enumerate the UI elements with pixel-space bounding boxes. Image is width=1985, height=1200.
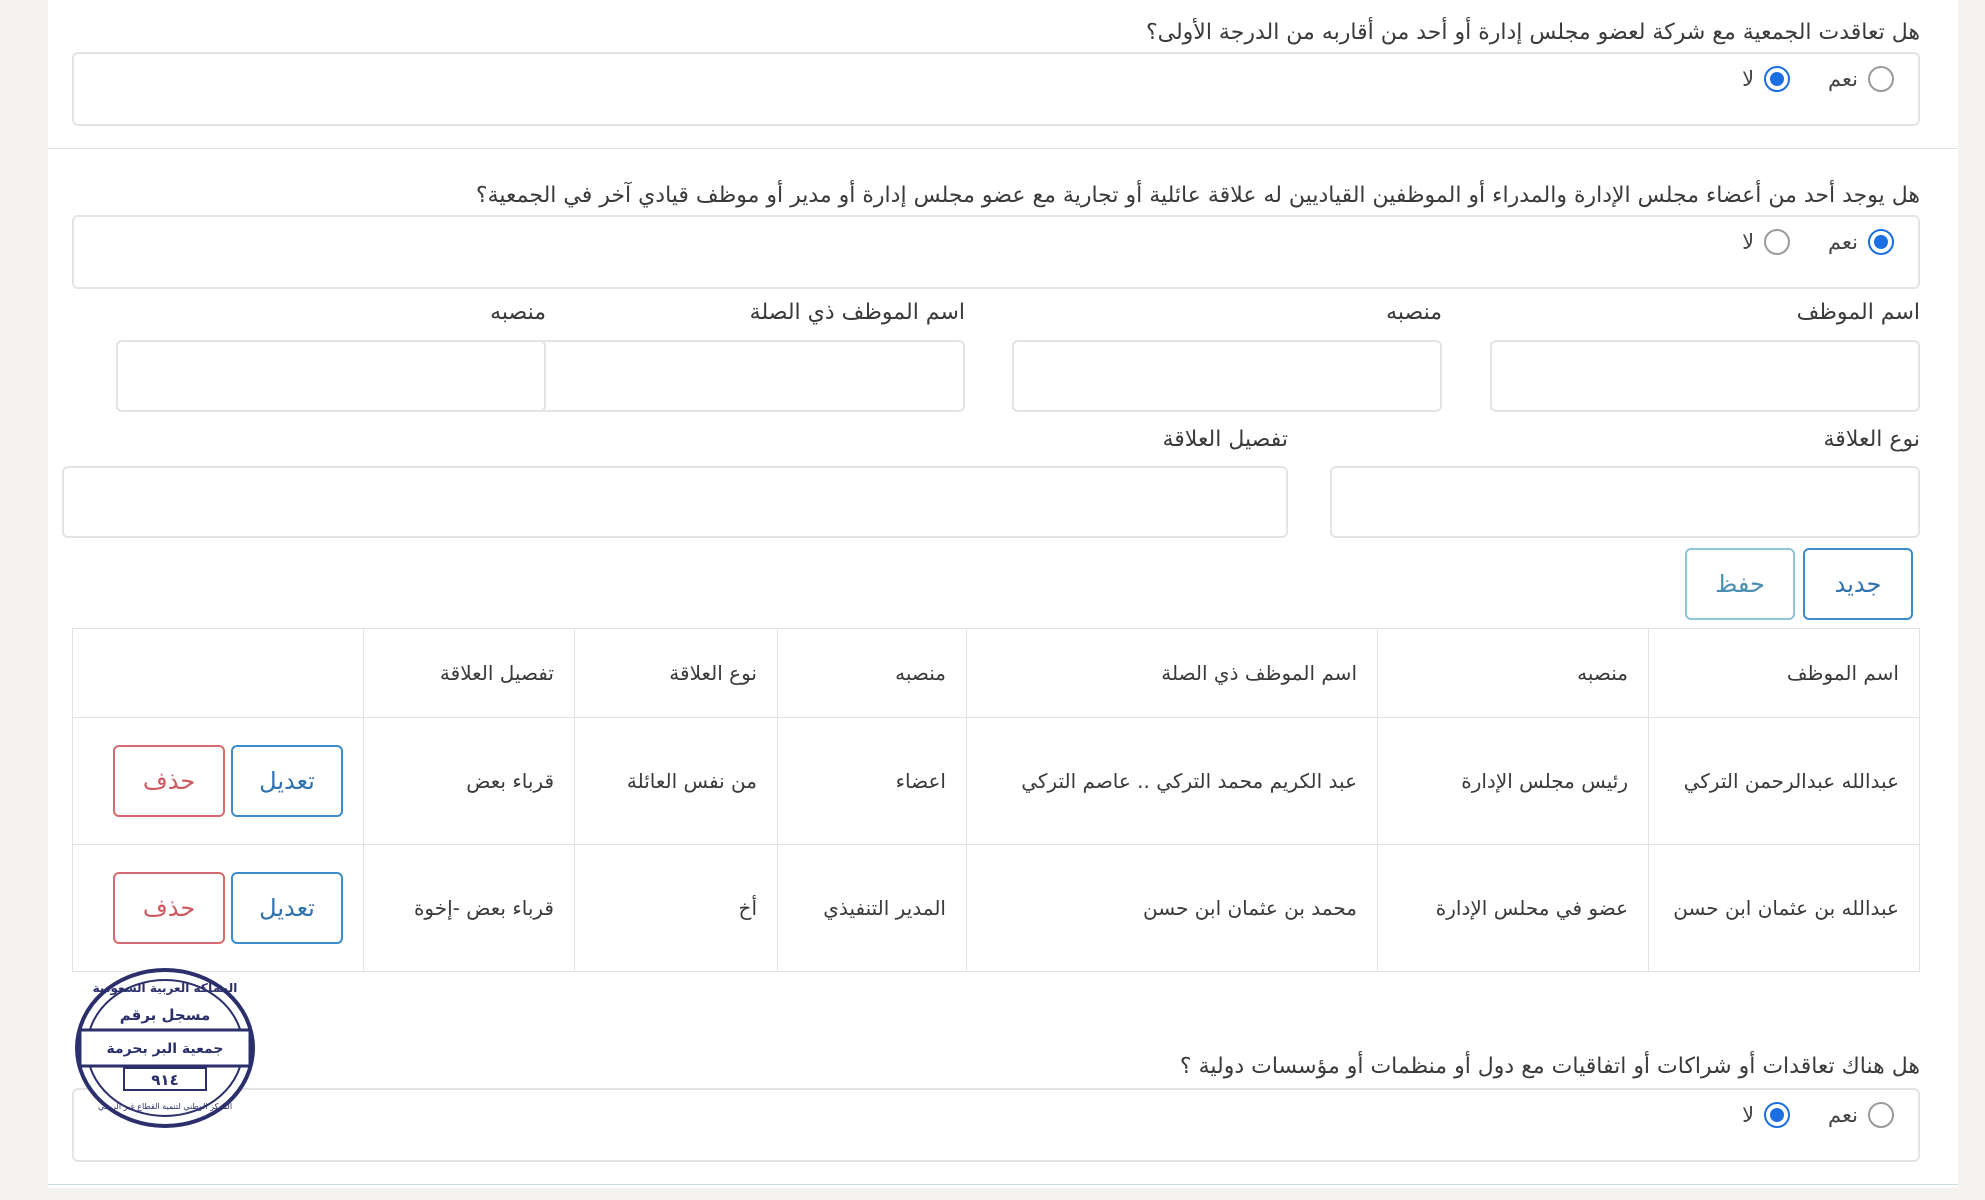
related-employee-input[interactable] xyxy=(535,340,965,412)
question-contracts-board-member: هل تعاقدت الجمعية مع شركة لعضو مجلس إدارة أو أحد من أقاربه من الدرجة الأولى؟ xyxy=(1145,20,1920,45)
form-page xyxy=(48,0,1958,1188)
stamp-number: ٩١٤ xyxy=(151,1071,179,1089)
question-3-answer-box xyxy=(72,1088,1920,1162)
edit-button[interactable]: تعديل xyxy=(231,872,343,944)
column-header-related-employee: اسم الموظف ذي الصلة xyxy=(967,629,1378,718)
table-row xyxy=(73,845,1920,972)
radio-yes-q3[interactable] xyxy=(1828,1102,1894,1128)
cell-related-employee: محمد بن عثمان ابن حسن xyxy=(967,845,1378,972)
radio-button[interactable] xyxy=(1868,1102,1894,1128)
radio-button-selected[interactable] xyxy=(1764,1102,1790,1128)
stamp-bottom-text: المركز الوطني لتنمية القطاع غير الربحي xyxy=(97,1102,233,1111)
cell-actions xyxy=(73,718,364,845)
delete-button[interactable]: حذف xyxy=(113,872,225,944)
stamp-top-text: المملكة العربية السعودية xyxy=(92,981,238,995)
cell-related-position: اعضاء xyxy=(778,718,967,845)
radio-label: نعم xyxy=(1828,1103,1858,1127)
column-header-employee: اسم الموظف xyxy=(1649,629,1920,718)
radio-no-q1[interactable] xyxy=(1742,66,1790,92)
cell-position: عضو في محلس الإدارة xyxy=(1378,845,1649,972)
radio-button-selected[interactable] xyxy=(1868,229,1894,255)
radio-no-q2[interactable] xyxy=(1742,229,1790,255)
cell-relation-detail: قرباء بعض -إخوة xyxy=(364,845,575,972)
position-label: منصبه xyxy=(1386,300,1442,325)
question-family-business-relations: هل يوجد أحد من أعضاء مجلس الإدارة والمدراء أو الموظفين القياديين له علاقة عائلية أو تجارية مع عضو مجلس إدارة أو مدير أو موظف قيادي آخر في الجمعية؟ xyxy=(475,183,1920,208)
table-header-row xyxy=(73,629,1920,718)
delete-button[interactable]: حذف xyxy=(113,745,225,817)
relation-type-label: نوع العلاقة xyxy=(1823,427,1920,452)
stamp-line-2: جمعية البر بحرمة xyxy=(106,1041,224,1057)
cell-position: رئيس مجلس الإدارة xyxy=(1378,718,1649,845)
cell-related-position: المدير التنفيذي xyxy=(778,845,967,972)
related-position-input[interactable] xyxy=(116,340,546,412)
cell-employee: عبدالله عبدالرحمن التركي xyxy=(1649,718,1920,845)
cell-relation-type: أخ xyxy=(575,845,778,972)
divider xyxy=(48,148,1958,149)
cell-relation-detail: قرباء بعض xyxy=(364,718,575,845)
column-header-position: منصبه xyxy=(1378,629,1649,718)
save-button[interactable]: حفظ xyxy=(1685,548,1795,620)
radio-label: نعم xyxy=(1828,230,1858,254)
official-stamp xyxy=(72,964,258,1132)
cell-employee: عبدالله بن عثمان ابن حسن xyxy=(1649,845,1920,972)
column-header-actions xyxy=(73,629,364,718)
position-input[interactable] xyxy=(1012,340,1442,412)
radio-button-selected[interactable] xyxy=(1764,66,1790,92)
cell-relation-type: من نفس العائلة xyxy=(575,718,778,845)
employee-name-input[interactable] xyxy=(1490,340,1920,412)
radio-no-q3[interactable] xyxy=(1742,1102,1790,1128)
related-employee-label: اسم الموظف ذي الصلة xyxy=(749,300,965,325)
radio-button[interactable] xyxy=(1764,229,1790,255)
radio-button[interactable] xyxy=(1868,66,1894,92)
new-button[interactable]: جديد xyxy=(1803,548,1913,620)
question-2-answer-box xyxy=(72,215,1920,289)
stamp-line-1: مسجل برقم xyxy=(119,1006,211,1024)
radio-label: نعم xyxy=(1828,67,1858,91)
column-header-relation-detail: تفصيل العلاقة xyxy=(364,629,575,718)
divider xyxy=(48,1184,1958,1185)
employee-name-label: اسم الموظف xyxy=(1796,300,1920,325)
radio-label: لا xyxy=(1742,1103,1755,1127)
radio-yes-q1[interactable] xyxy=(1828,66,1894,92)
cell-actions xyxy=(73,845,364,972)
edit-button[interactable]: تعديل xyxy=(231,745,343,817)
relation-type-input[interactable] xyxy=(1330,466,1920,538)
radio-yes-q2[interactable] xyxy=(1828,229,1894,255)
cell-related-employee: عبد الكريم محمد التركي .. عاصم التركي xyxy=(967,718,1378,845)
relation-detail-input[interactable] xyxy=(62,466,1288,538)
radio-label: لا xyxy=(1742,230,1755,254)
related-position-label: منصبه xyxy=(490,300,546,325)
column-header-relation-type: نوع العلاقة xyxy=(575,629,778,718)
question-1-answer-box xyxy=(72,52,1920,126)
relation-detail-label: تفصيل العلاقة xyxy=(1162,427,1288,452)
radio-label: لا xyxy=(1742,67,1755,91)
relations-table xyxy=(72,628,1920,972)
table-row xyxy=(73,718,1920,845)
question-international-contracts: هل هناك تعاقدات أو شراكات أو اتفاقيات مع دول أو منظمات أو مؤسسات دولية ؟ xyxy=(1179,1054,1920,1079)
column-header-related-position: منصبه xyxy=(778,629,967,718)
